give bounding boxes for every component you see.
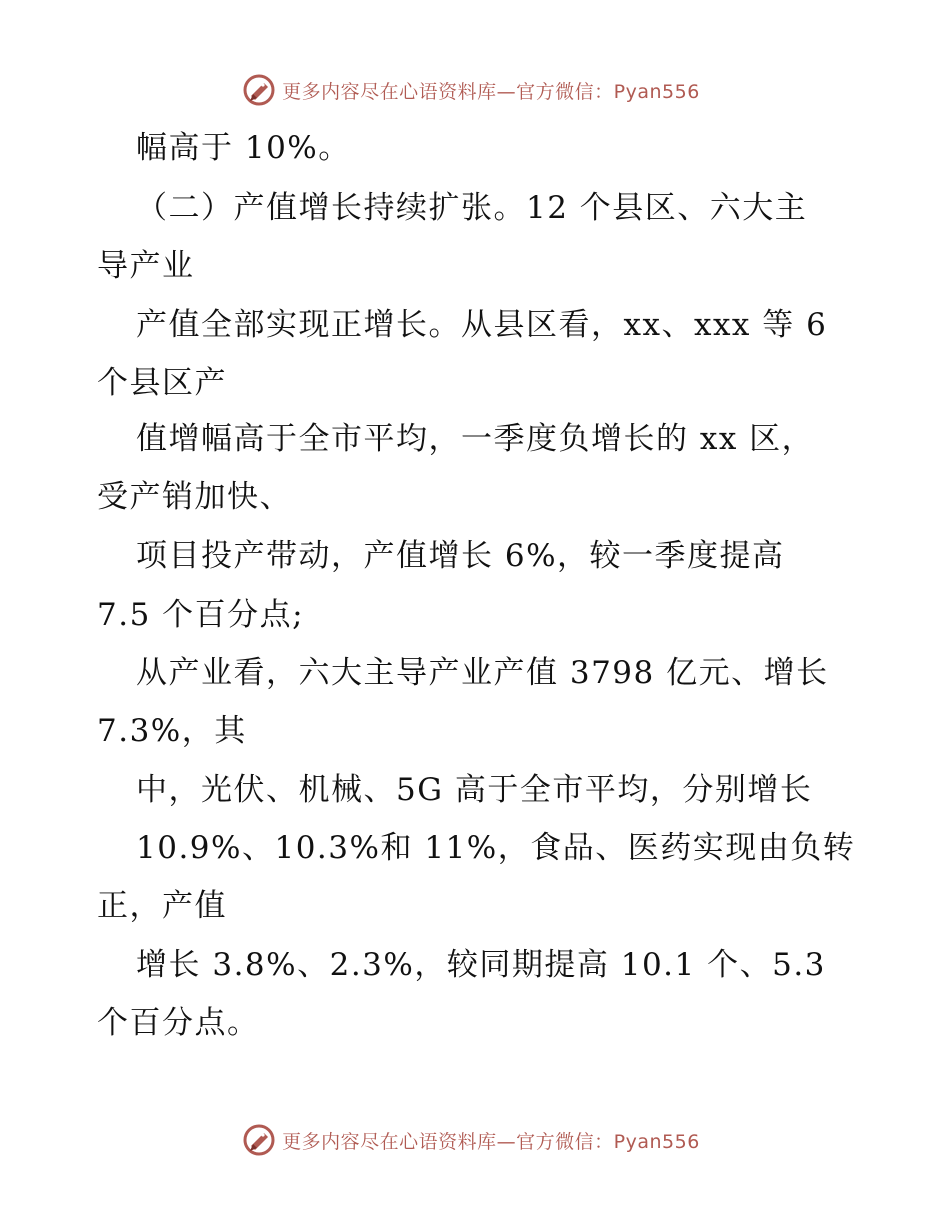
- text-line: 增长 3.8%、2.3%，较同期提高 10.1 个、5.3: [136, 947, 826, 983]
- text-line: 受产销加快、: [97, 479, 292, 515]
- text-line: （二）产值增长持续扩张。12 个县区、六大主: [136, 190, 808, 226]
- header-watermark: [0, 70, 950, 110]
- text-line: 个百分点。: [97, 1005, 260, 1041]
- text-line: 产值全部实现正增长。从县区看，xx、xxx 等 6: [136, 307, 828, 343]
- text-line: 10.9%、10.3%和 11%，食品、医药实现由负转: [136, 830, 856, 866]
- watermark-text: 更多内容尽在心语资料库—官方微信：Pyan556: [282, 80, 700, 103]
- text-line: 值增幅高于全市平均，一季度负增长的 xx 区，: [136, 421, 815, 457]
- text-line: 正，产值: [97, 888, 227, 924]
- text-line: 7.5 个百分点;: [97, 597, 305, 633]
- text-line: 项目投产带动，产值增长 6%，较一季度提高: [136, 538, 785, 574]
- text-line: 从产业看，六大主导产业产值 3798 亿元、增长: [136, 655, 829, 691]
- pen-logo-icon: [242, 1123, 276, 1157]
- text-line: 导产业: [97, 248, 195, 284]
- pen-logo-icon: [242, 73, 276, 107]
- watermark-text: 更多内容尽在心语资料库—官方微信：Pyan556: [282, 1130, 700, 1153]
- footer-watermark: [0, 1120, 950, 1160]
- text-line: 中，光伏、机械、5G 高于全市平均，分别增长: [136, 772, 813, 808]
- text-line: 个县区产: [97, 365, 227, 401]
- text-line: 幅高于 10%。: [136, 130, 351, 166]
- text-line: 7.3%，其: [97, 713, 247, 749]
